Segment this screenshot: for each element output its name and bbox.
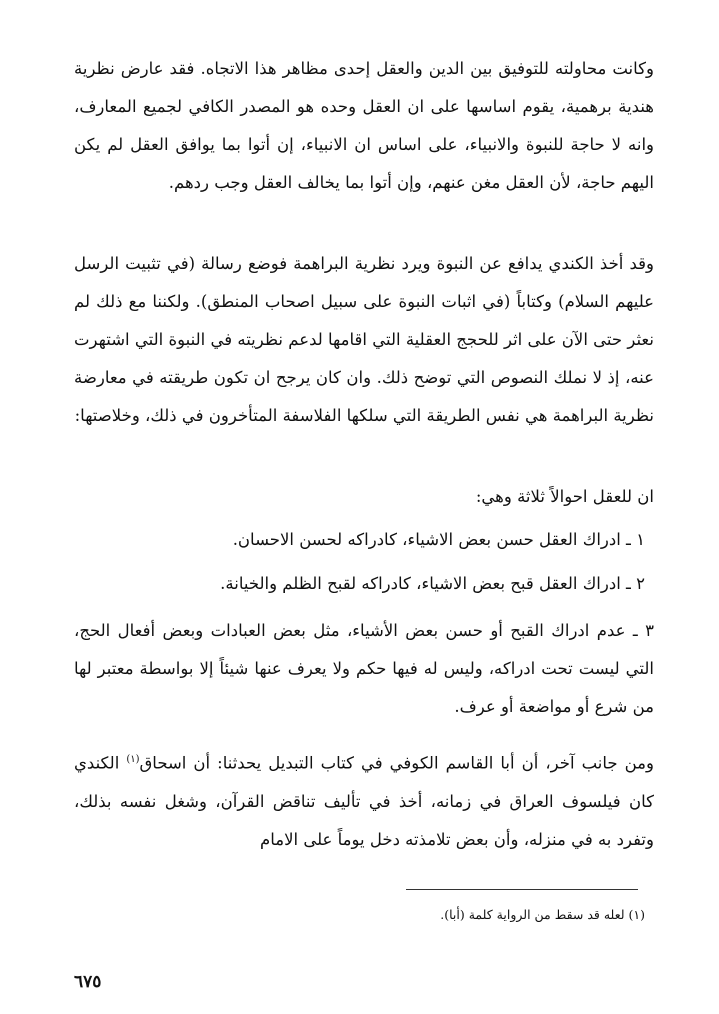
paragraph-4: ٣ ـ عدم ادراك القبح أو حسن بعض الأشياء، مثل بعض العبادات وبعض أفعال الحج، التي ليست تحت ادراكه، وليس له فيها حكم ولا يعرف عنها شيئاً إلا بواسطة معتبر لها من شرع أو مواضعة أو عرف. [74,621,654,716]
paragraph-2: وقد أخذ الكندي يدافع عن النبوة ويرد نظرية البراهمة فوضع رسالة (في تثبيت الرسل عليهم السلام) وكتاباً (في اثبات النبوة على سبيل اصحاب المنطق). ولكننا مع ذلك لم نعثر حتى الآن على اثر للحجج العقلية التي اقامها لدعم نظريته في النبوة التي اشتهرت عنه، إذ لا نملك النصوص التي توضح ذلك. وان كان يرجح ان تكون طريقته في معارضة نظرية البراهمة هي نفس الطريقة التي سلكها الفلاسفة المتأخرون في ذلك، وخلاصتها: [74,254,654,425]
footnote-divider [406,889,638,890]
footnote: (١) لعله قد سقط من الرواية كلمة (أبا). [440,907,645,922]
paragraph-5-start: ومن جانب آخر، أن أبا القاسم الكوفي في كتاب التبديل يحدثنا: أن اسحاق [139,753,654,773]
paragraph-3: ان للعقل احوالاً ثلاثة وهي: [475,487,654,506]
footnote-marker[interactable]: (١) [126,754,140,765]
paragraph-5 [74,741,654,859]
page-number: ٦٧٥ [74,972,102,992]
list-item-2: ٢ ـ ادراك العقل قبح بعض الاشياء، كادراكه لقبح الظلم والخيانة. [220,574,645,593]
paragraph-5-end: الكندي كان فيلسوف العراق في زمانه، أخذ في تأليف تناقض القرآن، وشغل نفسه بذلك، وتفرد به في منزله، وأن بعض تلامذته دخل يوماً على الامام [74,753,654,849]
list-item-1: ١ ـ ادراك العقل حسن بعض الاشياء، كادراكه لحسن الاحسان. [232,530,645,549]
paragraph-1: وكانت محاولته للتوفيق بين الدين والعقل إحدى مظاهر هذا الاتجاه. فقد عارض نظرية هندية برهمية، يقوم اساسها على ان العقل وحده هو المصدر الكافي لجميع المعارف، وانه لا حاجة للنبوة والانبياء، على اساس ان الانبياء، إن أتوا بما يوافق العقل لم يكن اليهم حاجة، لأن العقل مغن عنهم، وإن أتوا بما يخالف العقل وجب ردهم. [74,59,654,192]
